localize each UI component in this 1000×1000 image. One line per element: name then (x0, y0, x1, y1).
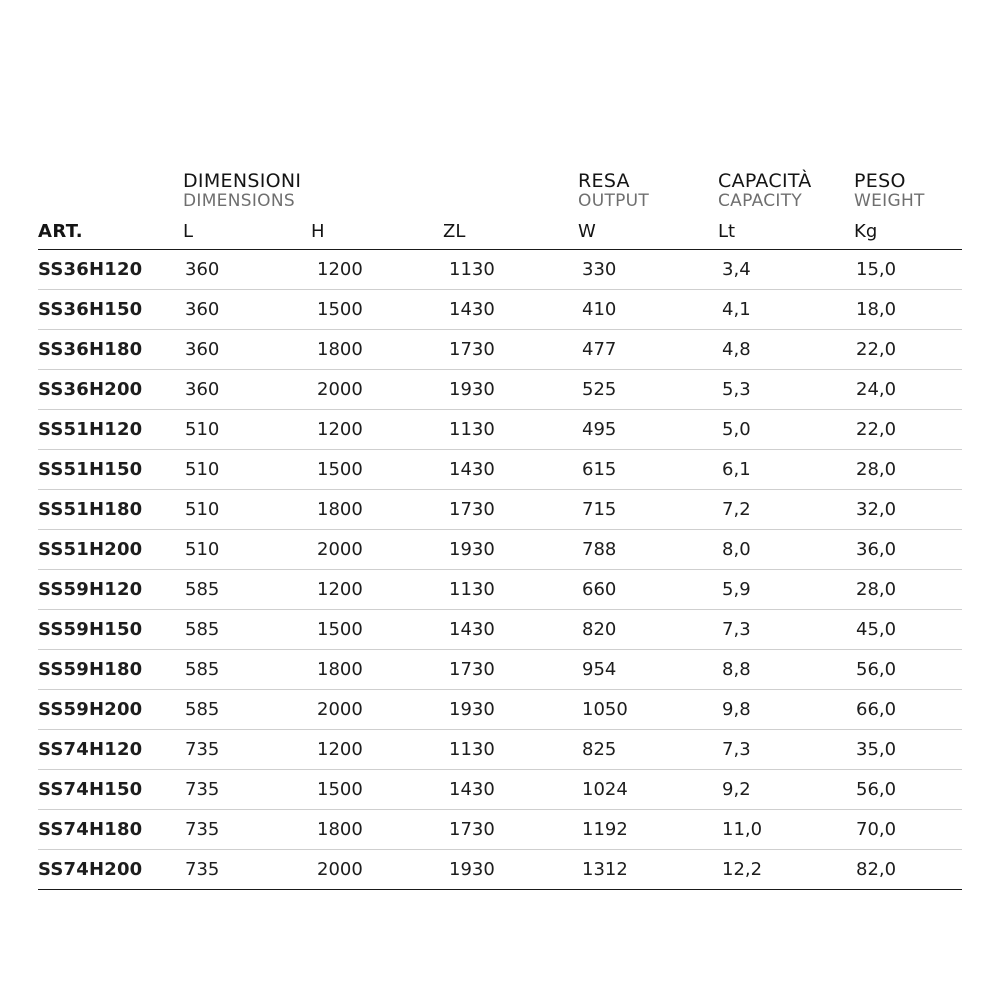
cell-h: 2000 (311, 369, 443, 409)
cell-art: SS51H120 (38, 409, 183, 449)
cell-l: 360 (183, 249, 311, 289)
cell-zl: 1730 (443, 649, 578, 689)
cell-l: 510 (183, 449, 311, 489)
cell-lt: 5,9 (718, 569, 854, 609)
table-row (38, 249, 962, 289)
cell-lt: 3,4 (718, 249, 854, 289)
cell-l: 735 (183, 809, 311, 849)
cell-h: 1500 (311, 769, 443, 809)
cell-zl: 1130 (443, 409, 578, 449)
cell-h: 2000 (311, 689, 443, 729)
cell-kg: 24,0 (854, 369, 962, 409)
cell-kg: 22,0 (854, 409, 962, 449)
cell-zl: 1130 (443, 569, 578, 609)
cell-w: 660 (578, 569, 718, 609)
cell-lt: 5,0 (718, 409, 854, 449)
group-header-dimensions-english: DIMENSIONS (183, 190, 295, 211)
cell-art: SS51H150 (38, 449, 183, 489)
cell-kg: 35,0 (854, 729, 962, 769)
table-row (38, 409, 962, 449)
cell-art: SS74H200 (38, 849, 183, 889)
cell-lt: 5,3 (718, 369, 854, 409)
cell-zl: 1730 (443, 329, 578, 369)
cell-w: 410 (578, 289, 718, 329)
group-header-output (578, 172, 718, 217)
specification-table (38, 172, 962, 890)
cell-art: SS74H180 (38, 809, 183, 849)
table-row (38, 569, 962, 609)
cell-w: 788 (578, 529, 718, 569)
column-header-h: H (311, 217, 443, 250)
group-header-weight (854, 172, 962, 217)
table-row (38, 449, 962, 489)
column-header-row (38, 217, 962, 250)
table-row (38, 849, 962, 889)
cell-art: SS74H150 (38, 769, 183, 809)
table-body (38, 249, 962, 889)
cell-lt: 4,1 (718, 289, 854, 329)
cell-lt: 7,3 (718, 729, 854, 769)
cell-zl: 1930 (443, 529, 578, 569)
cell-zl: 1430 (443, 449, 578, 489)
cell-w: 1192 (578, 809, 718, 849)
cell-kg: 70,0 (854, 809, 962, 849)
cell-art: SS36H150 (38, 289, 183, 329)
cell-kg: 56,0 (854, 769, 962, 809)
cell-w: 477 (578, 329, 718, 369)
group-header-capacity-italian: CAPACITÀ (718, 170, 812, 192)
cell-art: SS59H200 (38, 689, 183, 729)
cell-lt: 12,2 (718, 849, 854, 889)
cell-zl: 1430 (443, 609, 578, 649)
cell-lt: 6,1 (718, 449, 854, 489)
group-header-dimensions (183, 172, 578, 217)
table-row (38, 609, 962, 649)
cell-l: 735 (183, 729, 311, 769)
cell-kg: 56,0 (854, 649, 962, 689)
cell-l: 735 (183, 849, 311, 889)
column-header-w: W (578, 217, 718, 250)
cell-l: 360 (183, 369, 311, 409)
cell-art: SS59H180 (38, 649, 183, 689)
table-row (38, 289, 962, 329)
cell-h: 2000 (311, 849, 443, 889)
cell-w: 615 (578, 449, 718, 489)
cell-h: 1500 (311, 289, 443, 329)
cell-kg: 66,0 (854, 689, 962, 729)
cell-art: SS51H180 (38, 489, 183, 529)
cell-art: SS59H120 (38, 569, 183, 609)
cell-l: 360 (183, 289, 311, 329)
cell-l: 585 (183, 609, 311, 649)
cell-h: 1800 (311, 649, 443, 689)
cell-w: 715 (578, 489, 718, 529)
column-header-lt: Lt (718, 217, 854, 250)
table-row (38, 369, 962, 409)
cell-l: 510 (183, 409, 311, 449)
cell-h: 1200 (311, 249, 443, 289)
table-row (38, 329, 962, 369)
group-header-capacity-english: CAPACITY (718, 190, 803, 211)
cell-zl: 1130 (443, 729, 578, 769)
cell-h: 1200 (311, 729, 443, 769)
table-row (38, 769, 962, 809)
cell-h: 1200 (311, 569, 443, 609)
table-row (38, 689, 962, 729)
column-header-art: ART. (38, 217, 183, 250)
cell-lt: 11,0 (718, 809, 854, 849)
table-row (38, 649, 962, 689)
group-header-weight-italian: PESO (854, 170, 906, 192)
cell-w: 525 (578, 369, 718, 409)
cell-l: 585 (183, 649, 311, 689)
cell-zl: 1430 (443, 289, 578, 329)
cell-l: 585 (183, 689, 311, 729)
cell-l: 360 (183, 329, 311, 369)
cell-art: SS51H200 (38, 529, 183, 569)
cell-kg: 28,0 (854, 569, 962, 609)
group-header-output-english: OUTPUT (578, 190, 650, 211)
cell-l: 585 (183, 569, 311, 609)
table-row (38, 529, 962, 569)
cell-zl: 1930 (443, 369, 578, 409)
cell-art: SS36H200 (38, 369, 183, 409)
cell-w: 495 (578, 409, 718, 449)
cell-kg: 22,0 (854, 329, 962, 369)
cell-w: 330 (578, 249, 718, 289)
cell-art: SS59H150 (38, 609, 183, 649)
table-row (38, 729, 962, 769)
cell-art: SS36H180 (38, 329, 183, 369)
cell-zl: 1930 (443, 849, 578, 889)
column-header-zl: ZL (443, 217, 578, 250)
cell-w: 820 (578, 609, 718, 649)
cell-w: 1312 (578, 849, 718, 889)
cell-lt: 7,2 (718, 489, 854, 529)
cell-lt: 8,8 (718, 649, 854, 689)
cell-w: 825 (578, 729, 718, 769)
cell-kg: 45,0 (854, 609, 962, 649)
cell-kg: 18,0 (854, 289, 962, 329)
cell-lt: 9,8 (718, 689, 854, 729)
cell-kg: 15,0 (854, 249, 962, 289)
cell-lt: 9,2 (718, 769, 854, 809)
group-header-capacity (718, 172, 854, 217)
cell-zl: 1130 (443, 249, 578, 289)
column-header-l: L (183, 217, 311, 250)
cell-l: 510 (183, 529, 311, 569)
cell-kg: 32,0 (854, 489, 962, 529)
cell-art: SS36H120 (38, 249, 183, 289)
cell-w: 1024 (578, 769, 718, 809)
cell-kg: 82,0 (854, 849, 962, 889)
cell-l: 735 (183, 769, 311, 809)
group-header-weight-english: WEIGHT (854, 190, 925, 211)
cell-kg: 28,0 (854, 449, 962, 489)
cell-h: 1500 (311, 449, 443, 489)
cell-h: 2000 (311, 529, 443, 569)
cell-lt: 7,3 (718, 609, 854, 649)
cell-kg: 36,0 (854, 529, 962, 569)
cell-w: 954 (578, 649, 718, 689)
group-header-empty (38, 172, 183, 217)
cell-h: 1800 (311, 329, 443, 369)
cell-h: 1500 (311, 609, 443, 649)
cell-zl: 1730 (443, 489, 578, 529)
cell-zl: 1730 (443, 809, 578, 849)
cell-h: 1200 (311, 409, 443, 449)
table-row (38, 489, 962, 529)
group-header-row (38, 172, 962, 217)
cell-h: 1800 (311, 809, 443, 849)
cell-lt: 8,0 (718, 529, 854, 569)
group-header-dimensions-italian: DIMENSIONI (183, 170, 302, 192)
column-header-kg: Kg (854, 217, 962, 250)
cell-w: 1050 (578, 689, 718, 729)
cell-h: 1800 (311, 489, 443, 529)
cell-zl: 1430 (443, 769, 578, 809)
table-row (38, 809, 962, 849)
cell-l: 510 (183, 489, 311, 529)
cell-lt: 4,8 (718, 329, 854, 369)
cell-zl: 1930 (443, 689, 578, 729)
group-header-output-italian: RESA (578, 170, 630, 192)
cell-art: SS74H120 (38, 729, 183, 769)
